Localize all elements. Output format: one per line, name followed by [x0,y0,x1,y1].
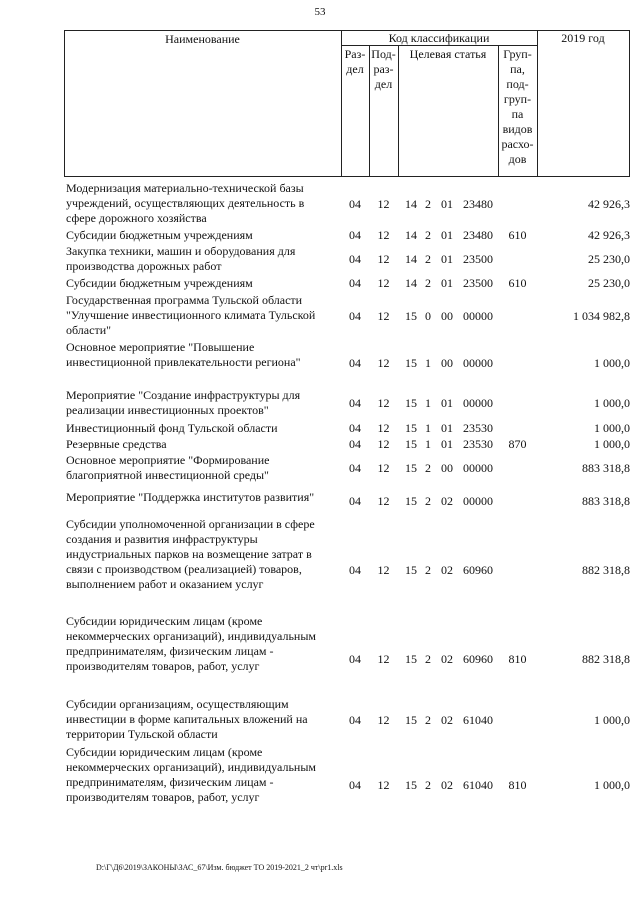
podrazdel-cell: 12 [377,713,390,727]
file-path-footer: D:\Г\Д6\2019\ЗАКОНЫ\ЗАС_67\Изм. бюджет ТО 2019-2021_2 чт\pr1.xls [96,863,343,872]
target-part-2-cell: 2 [425,563,431,577]
header-group [498,47,537,167]
row-name-line: сфере дорожного хозяйства [66,211,207,225]
row-name-line: выполнением работ и оказанием услуг [66,577,264,591]
target-part-2-cell: 1 [425,396,431,410]
target-part-3-cell: 02 [441,652,453,666]
target-part-3-cell: 01 [441,197,453,211]
target-part-4-cell: 60960 [463,652,493,666]
sum-cell: 1 000,0 [594,437,630,451]
target-part-1-cell: 15 [405,437,417,451]
target-part-1-cell: 14 [405,228,417,242]
row-name-line: производства дорожных работ [66,259,222,273]
target-part-3-cell: 01 [441,396,453,410]
target-part-3-cell: 01 [441,276,453,290]
podrazdel-cell: 12 [377,461,390,475]
target-part-4-cell: 23480 [463,228,493,242]
row-name-line: инвестиции в форме капитальных вложений на [66,712,308,726]
group-cell: 810 [508,778,527,792]
target-part-4-cell: 00000 [463,356,493,370]
podrazdel-cell: 12 [377,563,390,577]
target-part-4-cell: 23530 [463,421,493,435]
razdel-cell: 04 [349,713,361,727]
header-line: Раз- [344,47,366,61]
target-part-1-cell: 14 [405,276,417,290]
podrazdel-cell: 12 [377,228,390,242]
row-name [66,517,341,592]
podrazdel-cell: 12 [377,197,390,211]
header-razdel [341,47,369,77]
header-line: под- [506,77,529,91]
podrazdel-cell: 12 [377,396,390,410]
sum-cell: 1 000,0 [594,713,630,727]
target-part-3-cell: 02 [441,494,453,508]
target-part-2-cell: 2 [425,228,431,242]
target-part-3-cell: 01 [441,252,453,266]
header-line: видов [502,122,533,136]
target-part-4-cell: 23500 [463,276,493,290]
podrazdel-cell: 12 [377,778,390,792]
razdel-cell: 04 [349,252,361,266]
razdel-cell: 04 [349,461,361,475]
header-line: расхо- [501,137,534,151]
razdel-cell: 04 [349,437,361,451]
sum-cell: 883 318,8 [582,494,630,508]
target-part-3-cell: 02 [441,778,453,792]
row-name [66,340,341,370]
target-part-1-cell: 15 [405,356,417,370]
target-part-2-cell: 1 [425,421,431,435]
target-part-1-cell: 15 [405,396,417,410]
row-name-line: связи с производством (реализацией) товаров, [66,562,302,576]
header-line: па [511,107,524,121]
header-line: па, [510,62,525,76]
target-part-2-cell: 2 [425,494,431,508]
row-name [66,745,341,805]
row-name-line: реализации инвестиционных проектов" [66,403,269,417]
razdel-cell: 04 [349,494,361,508]
row-name-line: некоммерческих организаций), индивидуальным [66,629,316,643]
target-part-3-cell: 02 [441,563,453,577]
sum-cell: 1 000,0 [594,421,630,435]
razdel-cell: 04 [349,396,361,410]
row-name-line: Основное мероприятие "Формирование [66,453,270,467]
razdel-cell: 04 [349,309,361,323]
header-line: Груп- [503,47,532,61]
row-name [66,453,341,483]
row-name-line: Субсидии бюджетным учреждениям [66,228,253,242]
row-name-line: Субсидии уполномоченной организации в сфере [66,517,315,531]
row-name [66,697,341,742]
target-part-1-cell: 15 [405,652,417,666]
target-part-4-cell: 23500 [463,252,493,266]
target-part-2-cell: 1 [425,437,431,451]
razdel-cell: 04 [349,356,361,370]
row-name-line: Субсидии бюджетным учреждениям [66,276,253,290]
target-part-1-cell: 15 [405,421,417,435]
target-part-1-cell: 15 [405,494,417,508]
target-part-4-cell: 00000 [463,309,493,323]
row-name-line: индустриальных парков на возмещение затрат в [66,547,312,561]
target-part-2-cell: 2 [425,778,431,792]
header-year: 2019 год [561,31,605,45]
row-name-line: производителям товаров, работ, услуг [66,790,260,804]
target-part-4-cell: 00000 [463,494,493,508]
header-podrazdel [369,47,398,92]
header-line: дов [508,152,527,166]
target-part-3-cell: 02 [441,713,453,727]
razdel-cell: 04 [349,228,361,242]
group-cell: 610 [508,228,527,242]
target-part-4-cell: 60960 [463,563,493,577]
target-part-1-cell: 15 [405,778,417,792]
row-name-line: Субсидии организациям, осуществляющим [66,697,289,711]
row-name-line: Резервные средства [66,437,167,451]
razdel-cell: 04 [349,421,361,435]
row-name [66,228,341,243]
row-name-line: Основное мероприятие "Повышение [66,340,255,354]
row-name-line: предпринимателям, физическим лицам - [66,644,274,658]
target-part-3-cell: 00 [441,309,453,323]
target-part-1-cell: 15 [405,309,417,323]
row-name-line: учреждений, осуществляющих деятельность в [66,196,305,210]
header-line: раз- [373,62,394,76]
group-cell: 810 [508,652,527,666]
row-name-line: создания и развития инфраструктуры [66,532,258,546]
row-name-line: инвестиционной привлекательности региона" [66,355,301,369]
header-line: дел [374,77,393,91]
sum-cell: 25 230,0 [588,276,630,290]
podrazdel-cell: 12 [377,309,390,323]
header-line: дел [346,62,364,76]
target-part-2-cell: 2 [425,197,431,211]
target-part-3-cell: 01 [441,437,453,451]
sum-cell: 882 318,8 [582,652,630,666]
sum-cell: 25 230,0 [588,252,630,266]
target-part-2-cell: 0 [425,309,431,323]
header-name: Наименование [165,32,240,46]
row-name [66,276,341,291]
row-name [66,388,341,418]
target-part-3-cell: 01 [441,421,453,435]
row-name [66,421,341,436]
razdel-cell: 04 [349,563,361,577]
row-name-line: Модернизация материально-технической базы [66,181,304,195]
target-part-1-cell: 14 [405,252,417,266]
target-part-2-cell: 2 [425,461,431,475]
target-part-3-cell: 01 [441,228,453,242]
row-name [66,614,341,674]
target-part-2-cell: 1 [425,356,431,370]
target-part-4-cell: 23480 [463,197,493,211]
podrazdel-cell: 12 [377,276,390,290]
row-name-line: предпринимателям, физическим лицам - [66,775,274,789]
sum-cell: 42 926,3 [588,228,630,242]
sum-cell: 882 318,8 [582,563,630,577]
target-part-1-cell: 15 [405,713,417,727]
row-name-line: Мероприятие "Поддержка институтов развития" [66,490,315,504]
target-part-4-cell: 61040 [463,778,493,792]
sum-cell: 1 000,0 [594,396,630,410]
target-part-2-cell: 2 [425,652,431,666]
header-code: Код классификации [388,31,490,45]
row-name-line: территории Тульской области [66,727,218,741]
header-target: Целевая статья [409,47,487,61]
target-part-4-cell: 23530 [463,437,493,451]
podrazdel-cell: 12 [377,494,390,508]
row-name [66,244,341,274]
row-name [66,181,341,226]
target-part-1-cell: 15 [405,563,417,577]
sum-cell: 42 926,3 [588,197,630,211]
header-line: Под- [371,47,396,61]
sum-cell: 883 318,8 [582,461,630,475]
row-name-line: Субсидии юридическим лицам (кроме [66,745,263,759]
target-part-3-cell: 00 [441,461,453,475]
sum-cell: 1 000,0 [594,356,630,370]
razdel-cell: 04 [349,652,361,666]
group-cell: 610 [508,276,527,290]
row-name-line: некоммерческих организаций), индивидуальным [66,760,316,774]
target-part-4-cell: 00000 [463,461,493,475]
row-name-line: благоприятной инвестиционной среды" [66,468,269,482]
header-line: груп- [503,92,532,106]
target-part-4-cell: 61040 [463,713,493,727]
row-name-line: "Улучшение инвестиционного климата Тульской [66,308,316,322]
page-number: 53 [314,6,326,18]
podrazdel-cell: 12 [377,356,390,370]
podrazdel-cell: 12 [377,652,390,666]
row-name-line: Государственная программа Тульской области [66,293,303,307]
group-cell: 870 [508,437,527,451]
row-name-line: производителям товаров, работ, услуг [66,659,260,673]
row-name-line: Мероприятие "Создание инфраструктуры для [66,388,301,402]
row-name [66,437,341,452]
sum-cell: 1 034 982,8 [573,309,630,323]
razdel-cell: 04 [349,778,361,792]
razdel-cell: 04 [349,197,361,211]
target-part-1-cell: 14 [405,197,417,211]
target-part-1-cell: 15 [405,461,417,475]
razdel-cell: 04 [349,276,361,290]
target-part-2-cell: 2 [425,713,431,727]
row-name-line: Инвестиционный фонд Тульской области [66,421,278,435]
podrazdel-cell: 12 [377,437,390,451]
podrazdel-cell: 12 [377,421,390,435]
target-part-2-cell: 2 [425,276,431,290]
row-name [66,293,341,338]
row-name-line: Закупка техники, машин и оборудования для [66,244,296,258]
row-name-line: Субсидии юридическим лицам (кроме [66,614,263,628]
row-name [66,490,341,505]
row-name-line: области" [66,323,112,337]
podrazdel-cell: 12 [377,252,390,266]
target-part-4-cell: 00000 [463,396,493,410]
target-part-2-cell: 2 [425,252,431,266]
sum-cell: 1 000,0 [594,778,630,792]
target-part-3-cell: 00 [441,356,453,370]
